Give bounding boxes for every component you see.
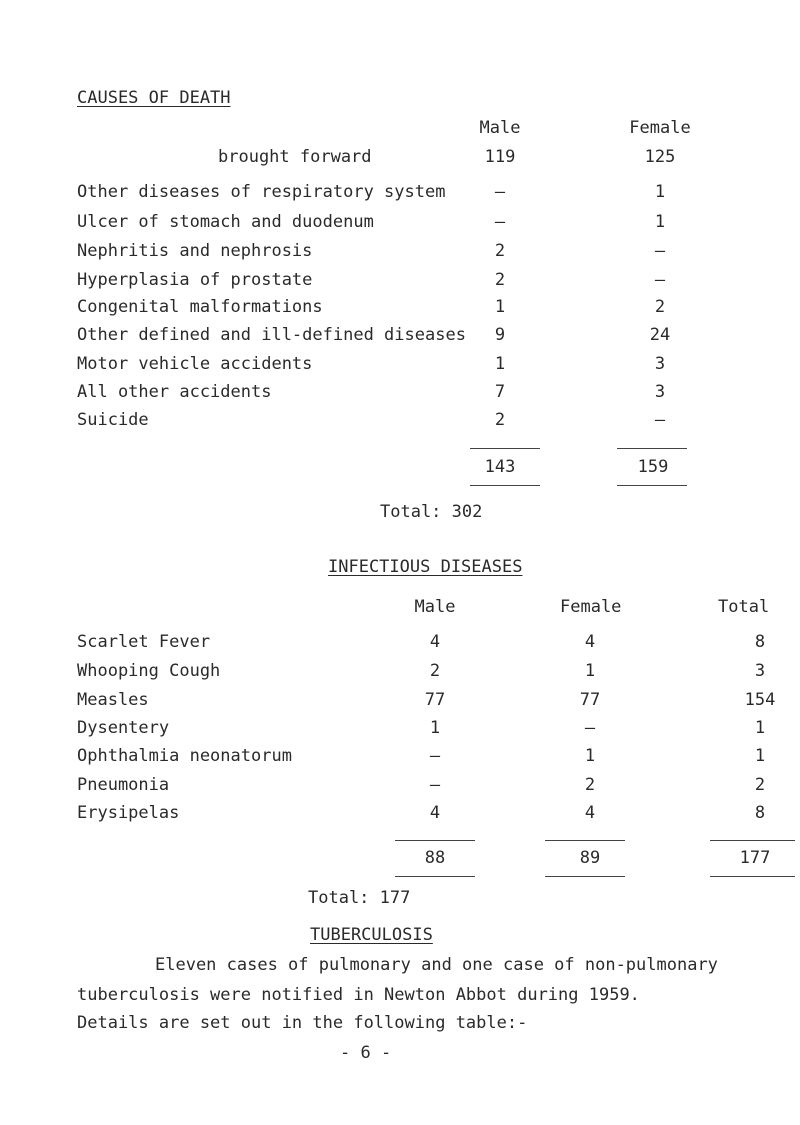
row-male: 4 bbox=[429, 632, 441, 652]
row-label: Pneumonia bbox=[77, 775, 170, 795]
row-total: 154 bbox=[744, 690, 776, 710]
sum-rule-male-top bbox=[470, 448, 540, 449]
row-label: Ulcer of stomach and duodenum bbox=[77, 212, 374, 232]
row-total: 3 bbox=[754, 661, 766, 681]
row-female: 1 bbox=[584, 661, 596, 681]
row-label: Suicide bbox=[77, 410, 149, 430]
row-female: 4 bbox=[584, 632, 596, 652]
inf-sum-rule-total-top bbox=[710, 840, 795, 841]
row-label: Motor vehicle accidents bbox=[77, 354, 313, 374]
row-total: 2 bbox=[754, 775, 766, 795]
row-female: – bbox=[584, 718, 596, 738]
brought-forward-female: 125 bbox=[644, 147, 676, 167]
row-male: 77 bbox=[424, 690, 446, 710]
inf-sum-rule-male-top bbox=[395, 840, 475, 841]
causes-sum-female: 159 bbox=[637, 457, 669, 477]
infectious-title: INFECTIOUS DISEASES bbox=[328, 557, 523, 577]
page-number: - 6 - bbox=[340, 1043, 392, 1063]
causes-sum-male: 143 bbox=[484, 457, 516, 477]
row-female: 2 bbox=[584, 775, 596, 795]
row-total: 8 bbox=[754, 803, 766, 823]
row-female: 4 bbox=[584, 803, 596, 823]
infectious-col-female: Female bbox=[560, 597, 622, 617]
row-female: – bbox=[654, 410, 666, 430]
row-female: – bbox=[654, 270, 666, 290]
row-male: 1 bbox=[494, 297, 506, 317]
row-male: – bbox=[429, 746, 441, 766]
row-label: Hyperplasia of prostate bbox=[77, 270, 313, 290]
row-label: Dysentery bbox=[77, 718, 170, 738]
row-male: 7 bbox=[494, 382, 506, 402]
causes-col-female: Female bbox=[629, 118, 691, 138]
row-male: – bbox=[429, 775, 441, 795]
row-male: 2 bbox=[494, 270, 506, 290]
infectious-sum-male: 88 bbox=[424, 848, 446, 868]
inf-sum-rule-female-top bbox=[545, 840, 625, 841]
causes-title: CAUSES OF DEATH bbox=[77, 88, 231, 108]
row-label: Ophthalmia neonatorum bbox=[77, 746, 292, 766]
row-label: Erysipelas bbox=[77, 803, 180, 823]
row-label: Measles bbox=[77, 690, 149, 710]
row-label: Other defined and ill-defined diseases bbox=[77, 325, 466, 345]
infectious-sum-total: 177 bbox=[739, 848, 771, 868]
brought-forward-label: brought forward bbox=[218, 147, 372, 167]
inf-sum-rule-female-bottom bbox=[545, 876, 625, 877]
inf-sum-rule-total-bottom bbox=[710, 876, 795, 877]
tuberculosis-line-1: Eleven cases of pulmonary and one case of non-pulmonary bbox=[155, 955, 718, 975]
causes-col-male: Male bbox=[479, 118, 521, 138]
row-male: – bbox=[494, 182, 506, 202]
row-total: 8 bbox=[754, 632, 766, 652]
row-label: Nephritis and nephrosis bbox=[77, 241, 313, 261]
row-female: 1 bbox=[654, 182, 666, 202]
row-female: 3 bbox=[654, 354, 666, 374]
row-female: 77 bbox=[579, 690, 601, 710]
row-label: Whooping Cough bbox=[77, 661, 221, 681]
row-total: 1 bbox=[754, 718, 766, 738]
row-male: 9 bbox=[494, 325, 506, 345]
row-male: 2 bbox=[494, 241, 506, 261]
row-female: 1 bbox=[584, 746, 596, 766]
row-male: 2 bbox=[429, 661, 441, 681]
infectious-total: Total: 177 bbox=[308, 888, 411, 908]
sum-rule-female-bottom bbox=[617, 485, 687, 486]
row-label: All other accidents bbox=[77, 382, 272, 402]
row-label: Other diseases of respiratory system bbox=[77, 182, 446, 202]
row-female: – bbox=[654, 241, 666, 261]
row-female: 2 bbox=[654, 297, 666, 317]
row-male: 1 bbox=[429, 718, 441, 738]
row-female: 24 bbox=[649, 325, 671, 345]
row-male: 4 bbox=[429, 803, 441, 823]
infectious-col-total: Total bbox=[718, 597, 770, 617]
infectious-sum-female: 89 bbox=[579, 848, 601, 868]
tuberculosis-title: TUBERCULOSIS bbox=[310, 925, 433, 945]
row-male: – bbox=[494, 212, 506, 232]
row-male: 1 bbox=[494, 354, 506, 374]
sum-rule-male-bottom bbox=[470, 485, 540, 486]
brought-forward-male: 119 bbox=[484, 147, 516, 167]
row-label: Congenital malformations bbox=[77, 297, 323, 317]
row-label: Scarlet Fever bbox=[77, 632, 211, 652]
sum-rule-female-top bbox=[617, 448, 687, 449]
row-female: 3 bbox=[654, 382, 666, 402]
row-female: 1 bbox=[654, 212, 666, 232]
infectious-col-male: Male bbox=[414, 597, 456, 617]
row-male: 2 bbox=[494, 410, 506, 430]
tuberculosis-line-2: tuberculosis were notified in Newton Abbot during 1959. bbox=[77, 985, 640, 1005]
row-total: 1 bbox=[754, 746, 766, 766]
inf-sum-rule-male-bottom bbox=[395, 876, 475, 877]
tuberculosis-line-3: Details are set out in the following table:- bbox=[77, 1013, 528, 1033]
causes-total: Total: 302 bbox=[380, 502, 483, 522]
